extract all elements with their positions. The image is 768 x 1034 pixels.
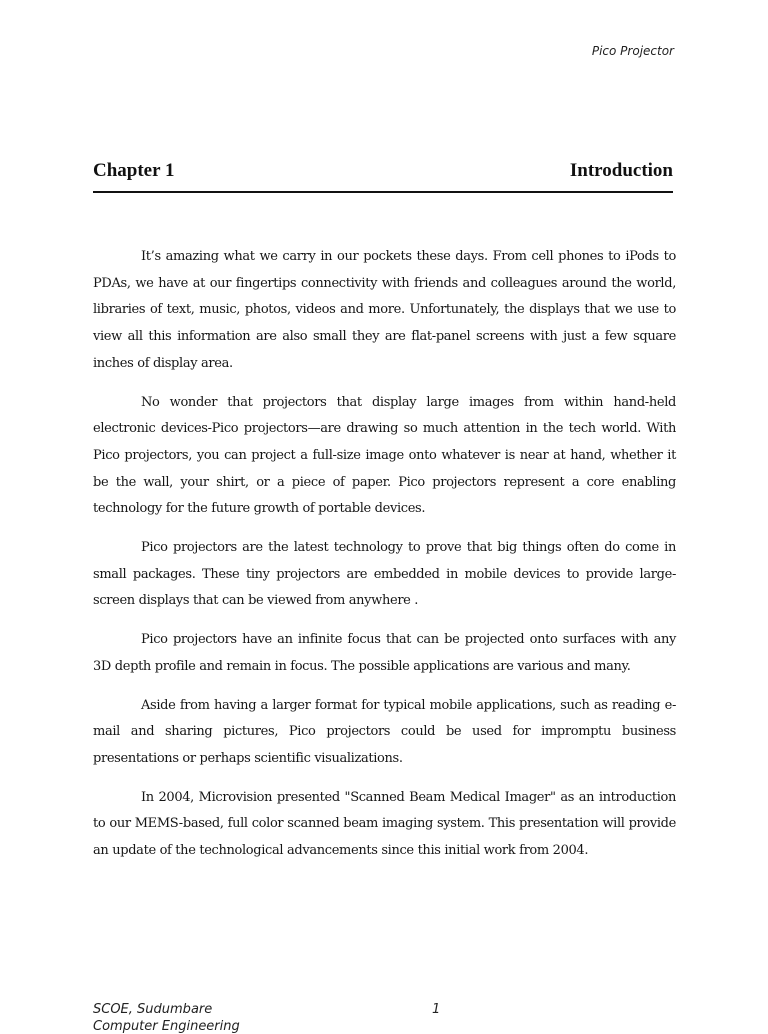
chapter-divider: [93, 191, 673, 193]
paragraph: Aside from having a larger format for typical mobile applications, such as reading e-mail and sharing pictures, Pico projectors could be used for impromptu business presentations or perhaps scientific visualizations.: [93, 697, 676, 766]
body-text: [93, 244, 676, 877]
footer-institution: SCOE, Sudumbare: [93, 1002, 213, 1017]
paragraph: No wonder that projectors that display large images from within hand-held electronic devices-Pico projectors—are drawing so much attention in the tech world. With Pico projectors, you can project a full-size image onto whatever is near at hand, whether it be the wall, your shirt, or a piece of paper. Pico projectors represent a core enabling technology for the future growth of portable devices.: [93, 394, 676, 517]
paragraph: Pico projectors are the latest technology to prove that big things often do come in small packages. These tiny projectors are embedded in mobile devices to provide large-screen displays that can be viewed from anywhere .: [93, 540, 676, 609]
chapter-title: Introduction: [569, 160, 673, 181]
chapter-heading: [93, 160, 673, 182]
chapter-number: Chapter 1: [93, 160, 175, 181]
paragraph: Pico projectors have an infinite focus that can be projected onto surfaces with any 3D depth profile and remain in focus. The possible applications are various and many.: [93, 632, 676, 674]
paragraph: In 2004, Microvision presented "Scanned Beam Medical Imager" as an introduction to our MEMS-based, full color scanned beam imaging system. This presentation will provide an update of the technological advancements since this initial work from 2004.: [93, 789, 676, 859]
footer-department: Computer Engineering: [93, 1019, 240, 1034]
page-number: 1: [432, 1002, 441, 1017]
footer-institution-block: [93, 1002, 240, 1034]
running-header: Pico Projector: [591, 44, 674, 58]
paragraph: It’s amazing what we carry in our pockets these days. From cell phones to iPods to PDAs, we have at our fingertips connectivity with friends and colleagues around the world, libraries of text, music, photos, videos and more. Unfortunately, the displays that we use to view all this information are also small they are flat-panel screens with just a few square inches of display area.: [93, 249, 676, 371]
